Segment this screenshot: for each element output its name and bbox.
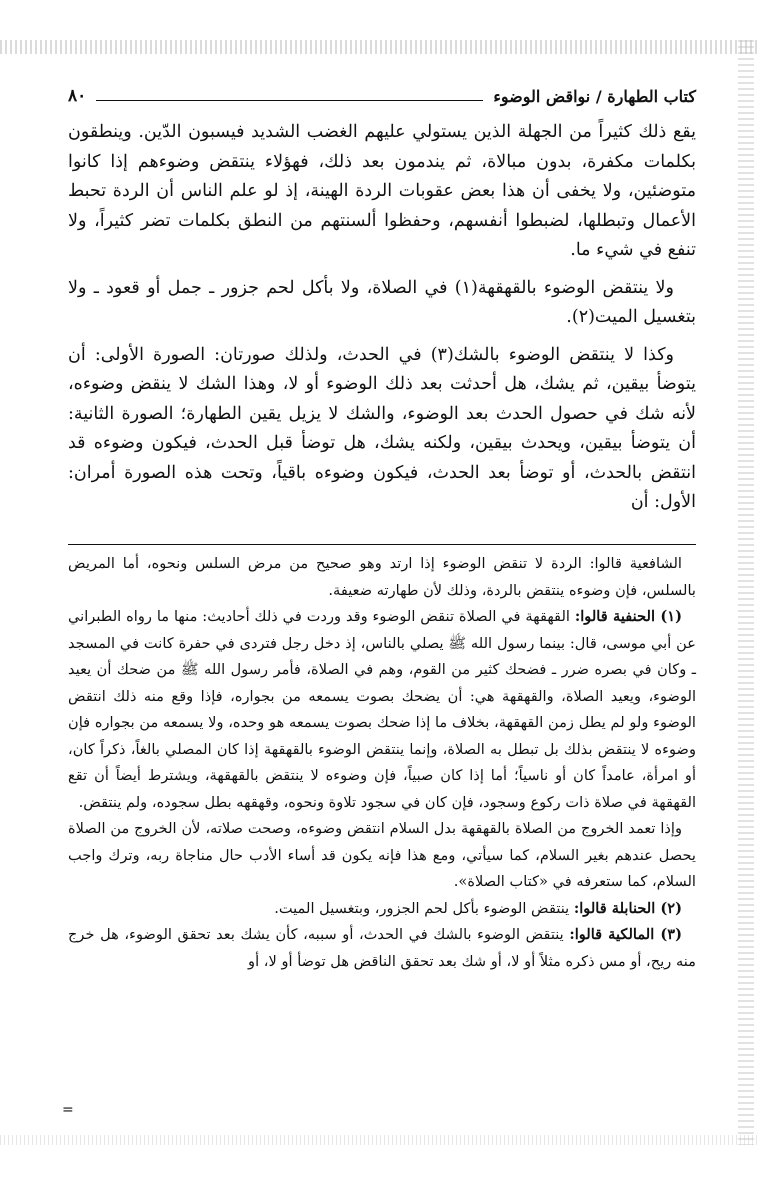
main-paragraph: وكذا لا ينتقض الوضوء بالشك(٣) في الحدث، ولذلك صورتان: الصورة الأولى: أن يتوضأ بيقين، ثم يشك، هل أحدثت بعد ذلك الوضوء أو لا، وهذا الشك لا ينقض وضوءه، لأنه شك في حصول الحدث بعد الوضوء، والشك لا يزيل يقين الطهارة؛ الصورة الثانية: أن يتوضأ بيقين، ويحدث بيقين، ولكنه يشك، هل توضأ قبل الحدث، فيكون وضوءه قد انتقض بالحدث، أو توضأ بعد الحدث، فيكون وضوءه باقياً، وتحت هذه الصورة أمران: الأول: أن bbox=[68, 344, 696, 512]
footnote bbox=[68, 551, 696, 604]
decorative-bottom-border bbox=[0, 1135, 760, 1145]
running-title: كتاب الطهارة / نواقض الوضوء bbox=[493, 86, 696, 106]
main-paragraph: ولا ينتقض الوضوء بالقهقهة(١) في الصلاة، ولا بأكل لحم جزور ـ جمل أو قعود ـ ولا بتغسيل الميت(٢). bbox=[68, 277, 696, 327]
main-paragraph: يقع ذلك كثيراً من الجهلة الذين يستولي عليهم الغضب الشديد فيسبون الدّين. وينطقون بكلمات مكفرة، بدون مبالاة، ثم يندمون بعد ذلك، فهؤلاء ينتقض وضوءهم إذا كانوا متوضئين، ولا يخفى أن هذا بعض عقوبات الردة الهينة، إذ لو علم الناس أن الردة تحبط الأعمال وتبطلها، لضبطوا أنفسهم، وحفظوا ألسنتهم من النطق بكلمات تضر كثيراً، ولا تنفع في شيء ما. bbox=[68, 122, 696, 260]
footnote-head: (٢) الحنابلة قالوا: bbox=[573, 899, 682, 917]
page-number: ٨٠ bbox=[68, 86, 87, 106]
main-text bbox=[68, 118, 696, 526]
footnote-head: (١) الحنفية قالوا: bbox=[574, 608, 682, 625]
footnote bbox=[68, 604, 696, 816]
footnote-text: وإذا تعمد الخروج من الصلاة بالقهقهة بدل السلام انتقض وضوءه، وصحت صلاته، لأن الخروج من الصلاة يحصل عندهم بغير السلام، كما سيأتي، ومع هذا فإنه يكون قد أساء الأدب حال مناجاة ربه، وترك واجب السلام، كما ستعرفه في «كتاب الصلاة». bbox=[68, 820, 696, 890]
page-header bbox=[68, 84, 696, 108]
decorative-side-border bbox=[738, 40, 754, 1145]
continuation-mark: = bbox=[62, 1102, 74, 1118]
footnote-text: القهقهة في الصلاة تنقض الوضوء وقد وردت في ذلك أحاديث: منها ما رواه الطبراني عن أبي موسى، قال: بينما رسول الله ﷺ يصلي بالناس، إذ دخل رجل فتردى في حفرة كانت في المسجد ـ وكان في بصره ضرر ـ فضحك كثير من القوم، وهم في الصلاة، فأمر رسول الله ﷺ من ضحك أن يعيد الوضوء، ويعيد الصلاة، والقهقهة هي: أن يضحك بصوت يسمعه من بجواره، فإذا وقع منه ذلك انتقض الوضوء ولو لم يطل زمن القهقهة، بخلاف ما إذا ضحك بصوت يسمعه هو وحده، ولا يسمعه من بجواره فإن وضوءه لا ينتقض بذلك بل تبطل به الصلاة، وإنما ينتقض الوضوء بالقهقهة إذا كان المصلي بالغاً، ذكراً كان، أو امرأة، عامداً كان أو ناسياً؛ أما إذا كان صبياً، فإن وضوءه لا ينتقض بالقهقهة، ويشترط أيضاً أن تقع القهقهة في صلاة ذات ركوع وسجود، فإن كان في سجود تلاوة ونحوه، وقهقهه بطل سجوده، ولم ينتقض. bbox=[68, 608, 696, 811]
footnote-text: الشافعية قالوا: الردة لا تنقض الوضوء إذا ارتد وهو صحيح من مرض السلس ونحوه، أما المريض بالسلس، فإن وضوءه ينتقض بالردة، وذلك لأن طهارته ضعيفة. bbox=[68, 555, 696, 599]
footnote bbox=[68, 816, 696, 896]
decorative-top-border bbox=[0, 40, 760, 54]
footnote-text: ينتقض الوضوء بالشك في الحدث، أو سببه، كأن يشك بعد تحقق الوضوء، هل خرج منه ريح، أو مس ذكره مثلاً أو لا، أو شك بعد تحقق الناقض هل توضأ أو لا، أو bbox=[68, 926, 696, 970]
header-rule bbox=[96, 100, 483, 101]
footnote-text: ينتقض الوضوء بأكل لحم الجزور، وبتغسيل الميت. bbox=[274, 899, 574, 917]
footnotes-section bbox=[68, 544, 696, 975]
footnote-head: (٣) المالكية قالوا: bbox=[569, 926, 682, 943]
footnote bbox=[68, 922, 696, 975]
footnote bbox=[68, 896, 696, 923]
